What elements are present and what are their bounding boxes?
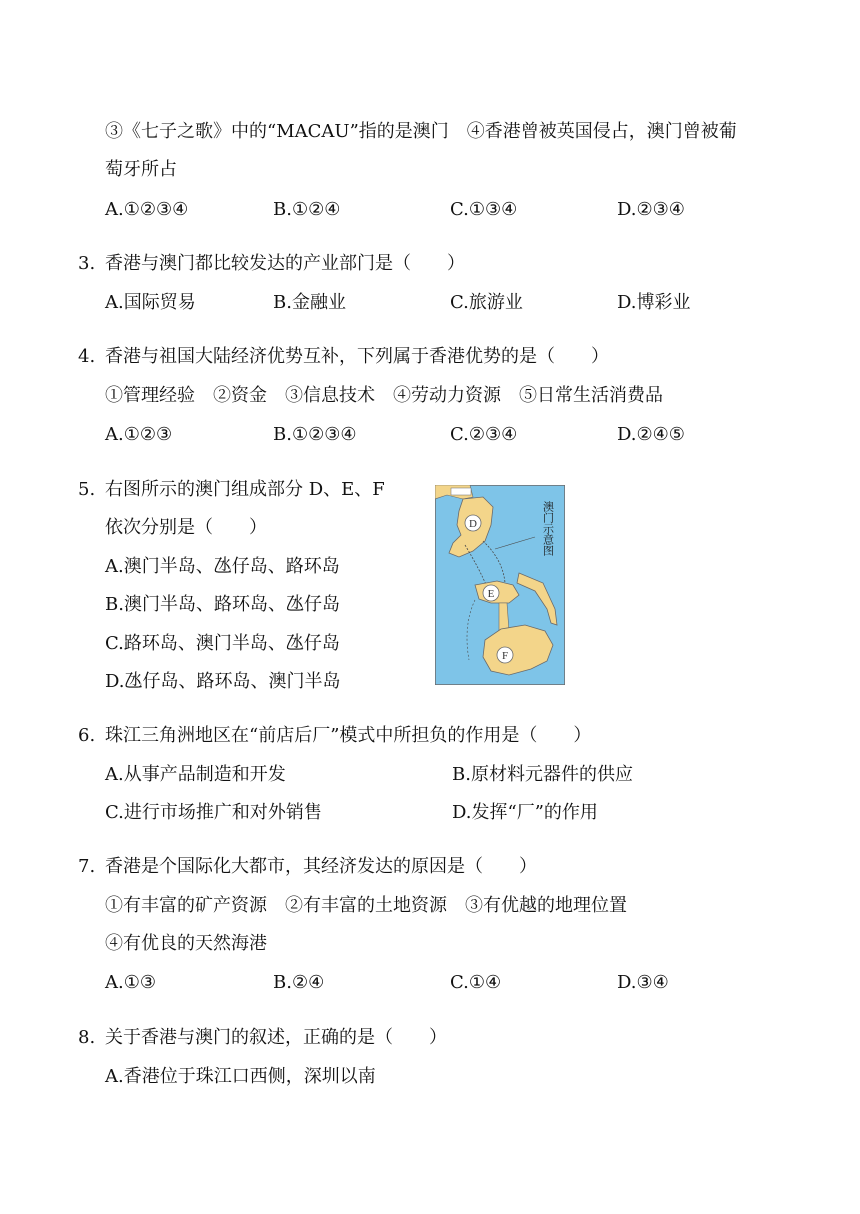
q4-option-d[interactable]: D.②④⑤ (617, 424, 685, 445)
q5-option-a[interactable]: A.澳门半岛、氹仔岛、路环岛 (105, 556, 340, 577)
q4-option-b[interactable]: B.①②③④ (273, 424, 357, 445)
map-cotai (499, 603, 509, 631)
q2-option-b[interactable]: B.①②④ (273, 199, 341, 220)
macau-map-figure (435, 485, 565, 685)
map-title: 澳门示意图 (541, 501, 555, 556)
q2-option-c[interactable]: C.①③④ (450, 199, 518, 220)
q3-number: 3. (78, 253, 96, 274)
q7-number: 7. (78, 856, 96, 877)
q4-option-a[interactable]: A.①②③ (105, 424, 173, 445)
q7-items-line2: ④有优良的天然海港 (105, 933, 267, 954)
q6-option-c[interactable]: C.进行市场推广和对外销售 (105, 802, 322, 823)
q4-items: ①管理经验 ②资金 ③信息技术 ④劳动力资源 ⑤日常生活消费品 (105, 385, 663, 406)
q4-stem: 香港与祖国大陆经济优势互补，下列属于香港优势的是（ ） (105, 346, 609, 367)
q5-option-c[interactable]: C.路环岛、澳门半岛、氹仔岛 (105, 633, 340, 654)
q7-option-a[interactable]: A.①③ (105, 972, 156, 993)
q8-option-a[interactable]: A.香港位于珠江口西侧，深圳以南 (105, 1066, 376, 1087)
q7-stem: 香港是个国际化大都市，其经济发达的原因是（ ） (105, 856, 537, 877)
q8-number: 8. (78, 1027, 96, 1048)
q4-number: 4. (78, 346, 96, 367)
q6-option-b[interactable]: B.原材料元器件的供应 (452, 764, 633, 785)
q6-number: 6. (78, 725, 96, 746)
q8-stem: 关于香港与澳门的叙述，正确的是（ ） (105, 1027, 447, 1048)
q5-option-d[interactable]: D.氹仔岛、路环岛、澳门半岛 (105, 671, 341, 692)
q2-statement-continued: 萄牙所占 (105, 159, 177, 180)
q2-option-d[interactable]: D.②③④ (617, 199, 685, 220)
q5-stem-line2: 依次分别是（ ） (105, 517, 267, 538)
q2-option-a[interactable]: A.①②③④ (105, 199, 189, 220)
q7-items-line1: ①有丰富的矿产资源 ②有丰富的土地资源 ③有优越的地理位置 (105, 895, 627, 916)
q2-statement-3-4: ③《七子之歌》中的“MACAU”指的是澳门 ④香港曾被英国侵占，澳门曾被葡 (105, 121, 737, 142)
map-label-d: D (469, 518, 477, 530)
q3-option-a[interactable]: A.国际贸易 (105, 292, 196, 313)
q7-option-c[interactable]: C.①④ (450, 972, 502, 993)
map-label-e: E (487, 588, 495, 600)
q3-option-c[interactable]: C.旅游业 (450, 292, 523, 313)
q3-stem: 香港与澳门都比较发达的产业部门是（ ） (105, 253, 465, 274)
q6-option-d[interactable]: D.发挥“厂”的作用 (452, 802, 598, 823)
q6-option-a[interactable]: A.从事产品制造和开发 (105, 764, 286, 785)
q4-option-c[interactable]: C.②③④ (450, 424, 518, 445)
q5-stem-line1: 右图所示的澳门组成部分 D、E、F (105, 479, 385, 500)
q5-number: 5. (78, 479, 96, 500)
map-label-f: F (501, 650, 509, 662)
q7-option-d[interactable]: D.③④ (617, 972, 669, 993)
q6-stem: 珠江三角洲地区在“前店后厂”模式中所担负的作用是（ ） (105, 725, 592, 746)
q5-option-b[interactable]: B.澳门半岛、路环岛、氹仔岛 (105, 594, 340, 615)
q3-option-b[interactable]: B.金融业 (273, 292, 346, 313)
q7-option-b[interactable]: B.②④ (273, 972, 325, 993)
q3-option-d[interactable]: D.博彩业 (617, 292, 691, 313)
map-border-gate-box (451, 488, 471, 495)
